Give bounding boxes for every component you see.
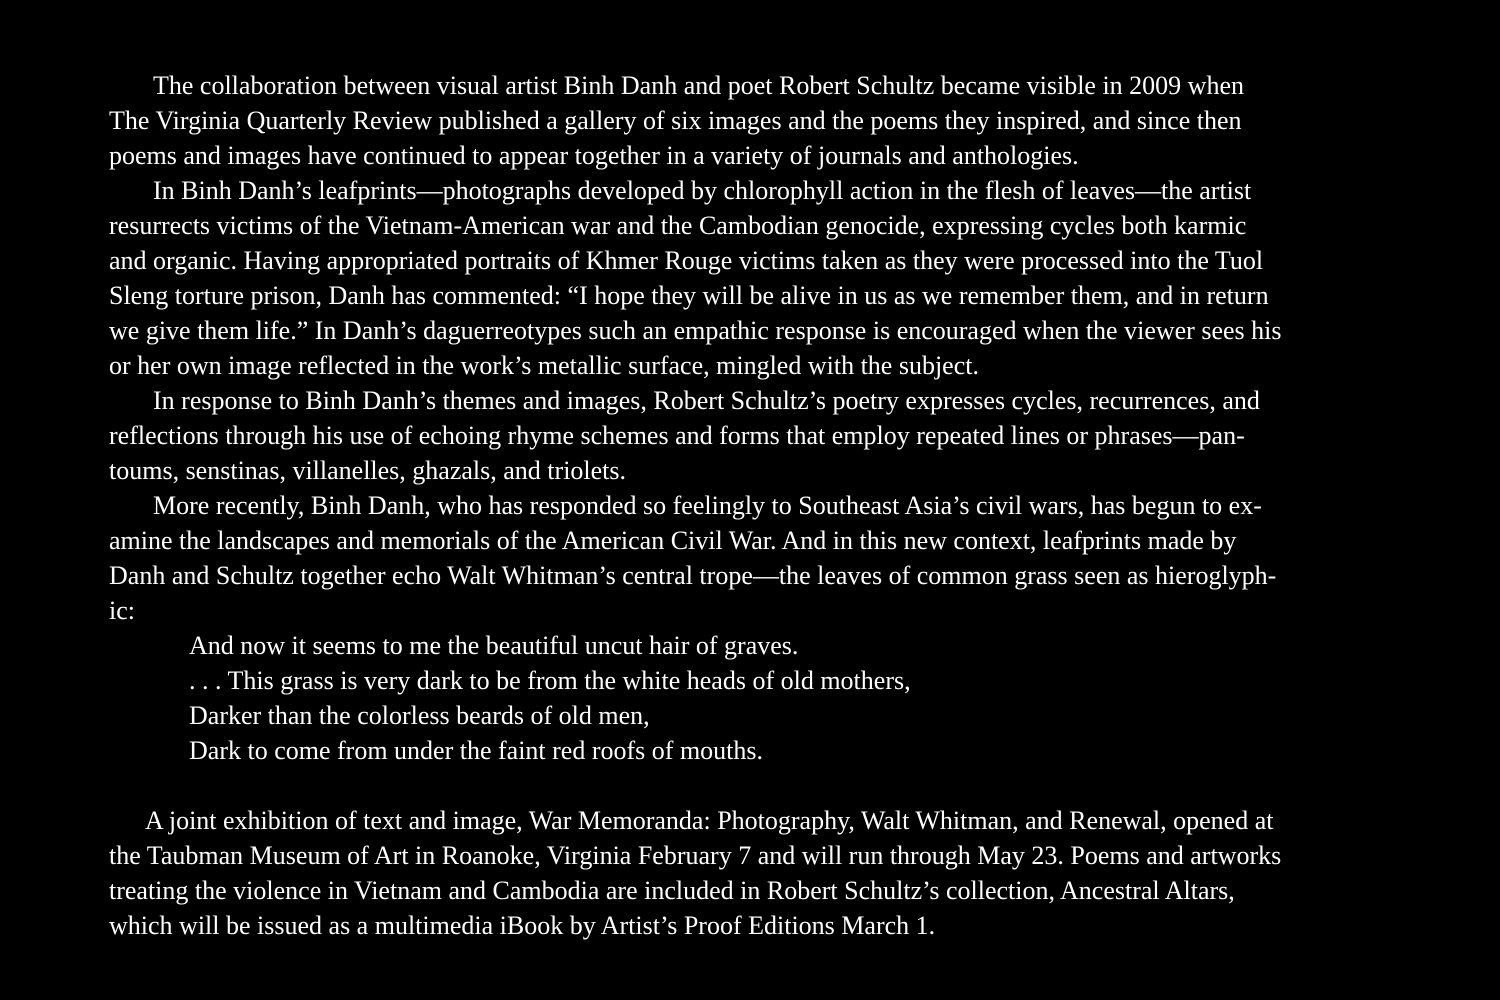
verse-line: . . . This grass is very dark to be from the white heads of old mothers, xyxy=(189,666,911,695)
paragraph-poetry-forms xyxy=(109,383,1429,488)
verse-line: Dark to come from under the faint red roofs of mouths. xyxy=(189,736,764,765)
paragraph-leafprints xyxy=(109,173,1429,383)
text-line: A joint exhibition of text and image, War Memoranda: Photography, Walt Whitman, and Renewal, opened at xyxy=(145,806,1274,835)
text-line: Danh and Schultz together echo Walt Whitman’s central trope—the leaves of common grass seen as hieroglyph- xyxy=(109,561,1277,590)
paragraph-exhibition xyxy=(109,803,1429,943)
text-line: In response to Binh Danh’s themes and images, Robert Schultz’s poetry expresses cycles, recurrences, and xyxy=(153,386,1260,415)
text-line: toums, senstinas, villanelles, ghazals, and triolets. xyxy=(109,456,627,485)
text-line: we give them life.” In Danh’s daguerreotypes such an empathic response is encouraged when the viewer sees his xyxy=(109,316,1282,345)
verse-line: And now it seems to me the beautiful uncut hair of graves. xyxy=(189,631,799,660)
whitman-quotation xyxy=(109,628,1429,768)
text-line: reflections through his use of echoing rhyme schemes and forms that employ repeated lines or phrases—pan- xyxy=(109,421,1245,450)
text-line: ic: xyxy=(109,596,135,625)
text-line: In Binh Danh’s leafprints—photographs developed by chlorophyll action in the flesh of leaves—the artist xyxy=(153,176,1252,205)
verse-line: Darker than the colorless beards of old men, xyxy=(189,701,650,730)
paragraph-spacer xyxy=(109,768,1429,803)
text-line: poems and images have continued to appear together in a variety of journals and anthologies. xyxy=(109,141,1079,170)
text-line: or her own image reflected in the work’s metallic surface, mingled with the subject. xyxy=(109,351,979,380)
paragraph-collaboration xyxy=(109,68,1429,173)
text-line: amine the landscapes and memorials of the American Civil War. And in this new context, leafprints made by xyxy=(109,526,1237,555)
text-line: the Taubman Museum of Art in Roanoke, Virginia February 7 and will run through May 23. Poems and artworks xyxy=(109,841,1282,870)
text-line: More recently, Binh Danh, who has responded so feelingly to Southeast Asia’s civil wars, has begun to ex- xyxy=(153,491,1262,520)
text-line: and organic. Having appropriated portraits of Khmer Rouge victims taken as they were processed into the Tuol xyxy=(109,246,1264,275)
article-text xyxy=(109,68,1429,943)
text-line: Sleng torture prison, Danh has commented: “I hope they will be alive in us as we remember them, and in return xyxy=(109,281,1269,310)
text-line: The Virginia Quarterly Review published a gallery of six images and the poems they inspired, and since then xyxy=(109,106,1242,135)
text-line: The collaboration between visual artist Binh Danh and poet Robert Schultz became visible in 2009 when xyxy=(153,71,1244,100)
paragraph-civil-war xyxy=(109,488,1429,628)
text-line: resurrects victims of the Vietnam-American war and the Cambodian genocide, expressing cycles both karmic xyxy=(109,211,1247,240)
text-line: which will be issued as a multimedia iBook by Artist’s Proof Editions March 1. xyxy=(109,911,936,940)
text-line: treating the violence in Vietnam and Cambodia are included in Robert Schultz’s collection, Ancestral Altars, xyxy=(109,876,1235,905)
